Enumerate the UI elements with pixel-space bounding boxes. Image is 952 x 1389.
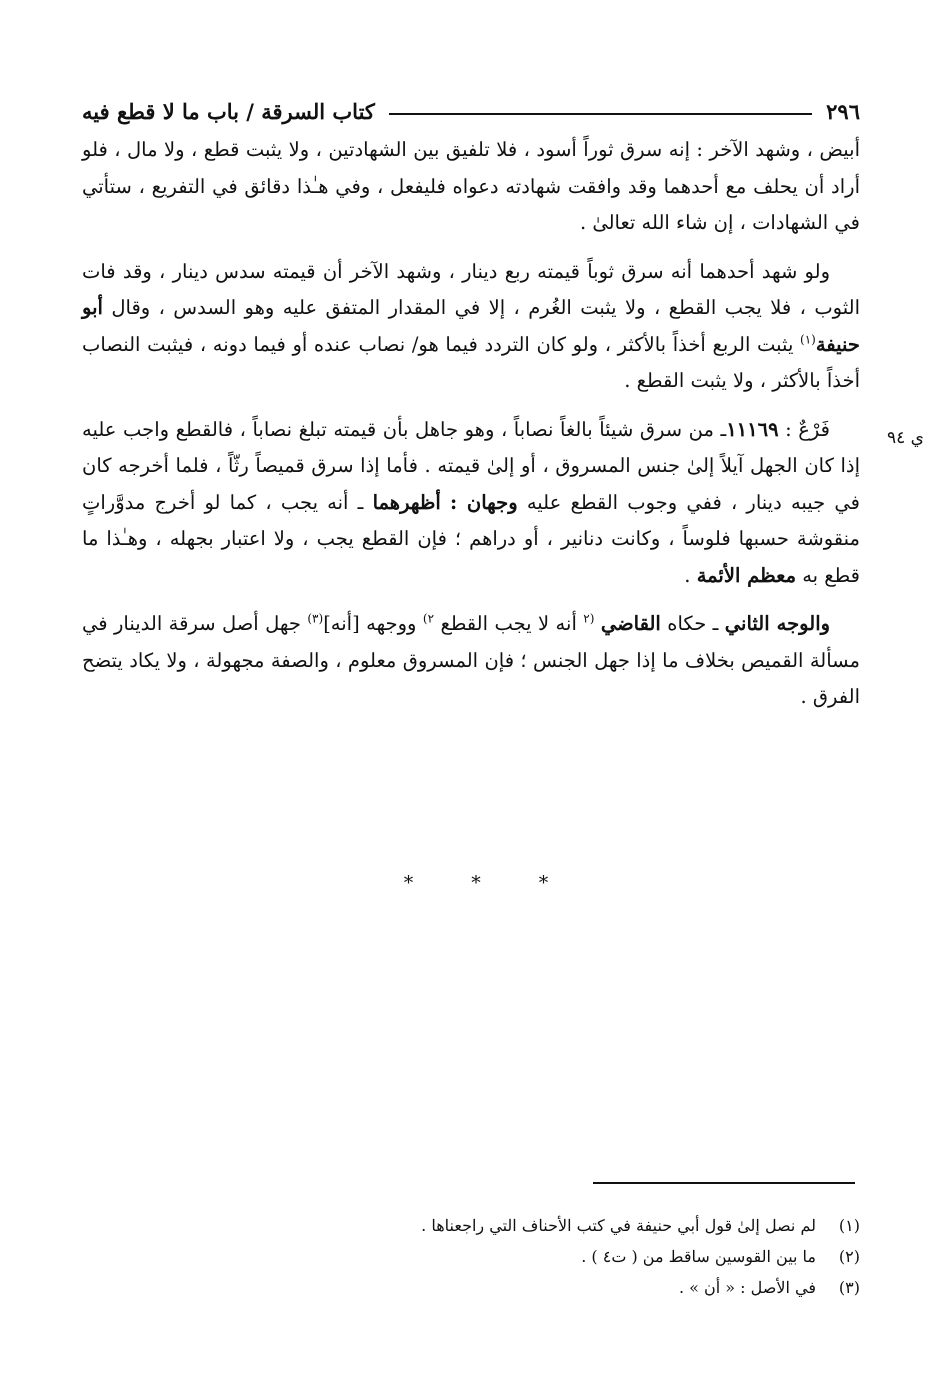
main-text: [82, 132, 860, 716]
paragraph-3: [82, 412, 860, 595]
running-header: [82, 84, 860, 124]
footnote-text: ما بين القوسين ساقط من ( ت٤ ) .: [581, 1247, 816, 1266]
footnotes: [82, 1210, 860, 1303]
p4-text-c: ووجهه [أنه]: [323, 612, 417, 635]
p3-text-b: ـ أنه يجب ، كما لو أخرج مدوَّراتٍ منقوشة حسبها فلوساً ، وكانت دنانير ، أو دراهم ؛ فإن القطع يجب ، ولا اعتبار بجهله ، وهـٰذا ما قطع به: [82, 490, 860, 587]
footnote-ref-2-close: ٢): [422, 611, 435, 626]
p3-bold-2: أظهرهما: [372, 490, 441, 514]
footnote-number: (٣): [838, 1278, 860, 1297]
p3-bold-1: وجهان :: [449, 490, 518, 514]
paragraph-2: [82, 254, 860, 400]
p3-text-c: .: [684, 563, 691, 587]
p2-text-b: يثبت الربع أخذاً بالأكثر ، ولو كان التردد فيما هو/ نصاب عنده أو فيما دونه ، فيثبت النصاب أخذاً بالأكثر ، ولا يثبت القطع .: [82, 332, 860, 392]
footnote-ref-2-open: (٢: [583, 611, 595, 626]
page-number: ٢٩٦: [826, 99, 860, 124]
p3-text-a: ـ من سرق شيئاً بالغاً نصاباً ، وهو جاهل بأن قيمته تبلغ نصاباً ، فالقطع واجب عليه إذا كان الجهل آيلاً إلىٰ جنس المسروق ، أو إلىٰ قيمته . فأما إذا سرق قميصاً رثّاً ، فلما أخرجه كان في جيبه دينار ، ففي وجوب القطع عليه: [82, 417, 860, 514]
section-separator: * * *: [403, 872, 575, 894]
footnote-text: في الأصل : « أن » .: [678, 1278, 816, 1297]
margin-reference: ي ٩٤: [887, 428, 924, 448]
p4-text-d: جهل أصل سرقة الدينار في مسألة القميص بخلاف ما إذا جهل الجنس ؛ فإن المسروق معلوم ، والصفة مجهولة ، ولا يكاد يتضح الفرق .: [82, 612, 860, 708]
footnote-1: [82, 1210, 860, 1241]
p4-text-a: ـ حكاه: [667, 612, 719, 635]
footnote-number: (٢): [838, 1247, 860, 1266]
p2-bold-name: أبو حنيفة: [82, 296, 860, 356]
p4-text-b: أنه لا يجب القطع: [440, 612, 577, 635]
footnote-2: [82, 1241, 860, 1272]
footnote-ref-3: (٣): [307, 611, 324, 626]
chapter-title: كتاب السرقة / باب ما لا قطع فيه: [82, 99, 375, 124]
footnote-ref-1: (١): [800, 332, 816, 346]
paragraph-4: [82, 606, 860, 716]
p3-bold-3: معظم الأئمة: [696, 563, 797, 587]
p4-bold-2: القاضي: [600, 612, 661, 635]
footnote-3: [82, 1272, 860, 1303]
far-label: فَرْعٌ: [798, 417, 830, 441]
far-separator: :: [778, 417, 799, 441]
issue-number: ١١١٦٩: [726, 417, 779, 441]
header-rule: [389, 113, 812, 115]
p4-bold-1: والوجه الثاني: [724, 612, 831, 635]
footnote-number: (١): [838, 1216, 860, 1235]
footnote-text: لم نصل إلىٰ قول أبي حنيفة في كتب الأحناف التي راجعناها .: [421, 1216, 816, 1235]
p2-text-a: ولو شهد أحدهما أنه سرق ثوباً قيمته ربع دينار ، وشهد الآخر أن قيمته سدس دينار ، وقد فات الثوب ، فلا يجب القطع ، ولا يثبت الغُرم ، إلا في المقدار المتفق عليه وهو السدس ، وقال: [82, 259, 860, 319]
paragraph-1: أبيض ، وشهد الآخر : إنه سرق ثوراً أسود ، فلا تلفيق بين الشهادتين ، ولا يثبت قطع ، ولا مال ، فلو أراد أن يحلف مع أحدهما وقد وافقت شهادته دعواه فليفعل ، وفي هـٰذا دقائق في التفريع ، ستأتي في الشهادات ، إن شاء الله تعالىٰ .: [82, 138, 860, 234]
footnote-rule: [593, 1182, 855, 1184]
